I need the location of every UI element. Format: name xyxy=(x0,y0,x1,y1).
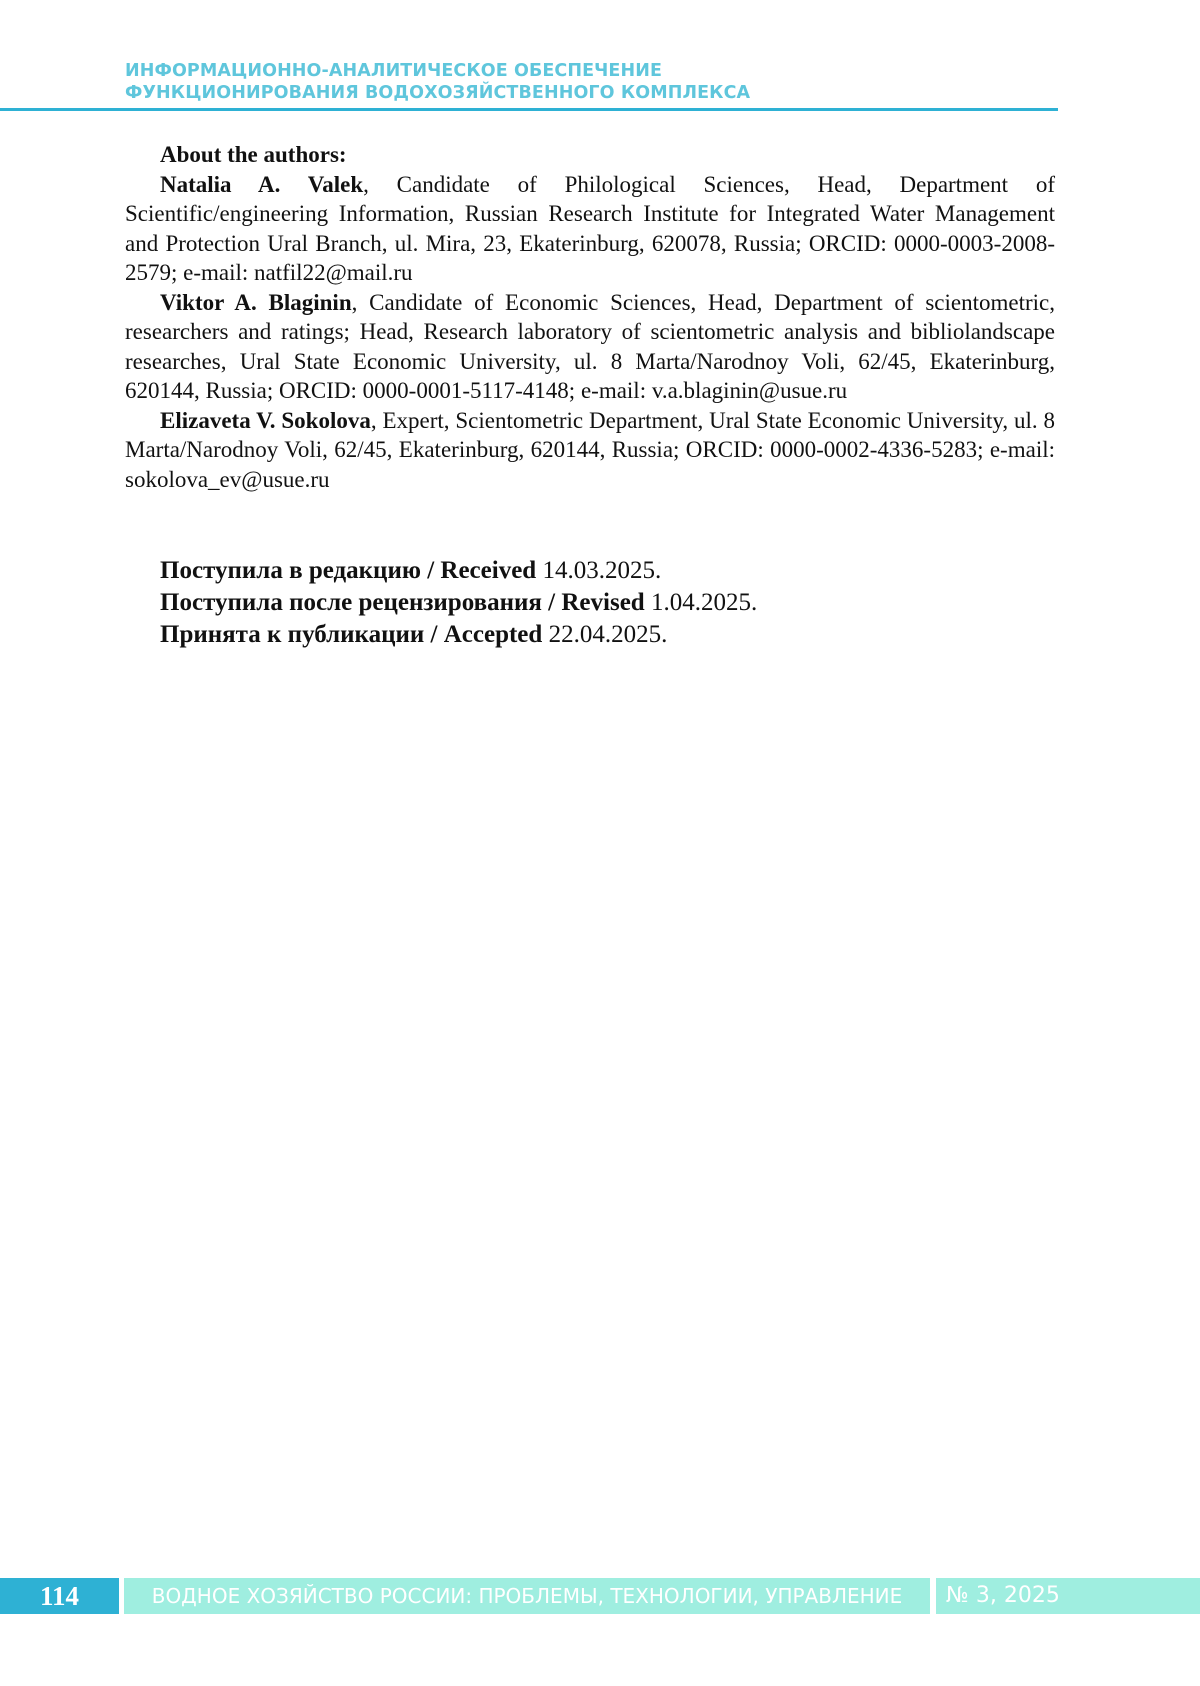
about-authors-section xyxy=(125,140,1055,494)
date-accepted xyxy=(160,619,757,651)
author-details: , Candidate of Philological Sciences, Head, Department of Scientific/engineering Information, Russian Research Institute for Integrated Water Management and Protection Ural Branch, ul. Mira, 23, Ekaterinburg, 620078, Russia; ORCID: 0000-0003-2008-2579; e-mail: natfil22@mail.ru xyxy=(125,171,1055,285)
running-head xyxy=(125,60,750,104)
article-dates xyxy=(160,555,757,651)
page-number: 114 xyxy=(0,1578,119,1614)
running-head-line-2: ФУНКЦИОНИРОВАНИЯ ВОДОХОЗЯЙСТВЕННОГО КОМПЛЕКСА xyxy=(125,83,751,103)
author-entry xyxy=(125,288,1055,406)
author-details: , Candidate of Economic Sciences, Head, Department of scientometric, researchers and ratings; Head, Research laboratory of scientometric analysis and bibliolandscape researches, Ural State Economic University, ul. 8 Marta/Narodnoy Voli, 62/45, Ekaterinburg, 620144, Russia; ORCID: 0000-0001-5117-4148; e-mail: v.a.blaginin@usue.ru xyxy=(125,289,1055,403)
header-rule xyxy=(0,108,1058,111)
date-value: 1.04.2025. xyxy=(644,589,758,616)
date-label: Принята к публикации / Accepted xyxy=(160,621,543,648)
author-name: Elizaveta V. Sokolova xyxy=(160,407,371,433)
date-value: 22.04.2025. xyxy=(542,621,668,648)
journal-title: ВОДНОЕ ХОЗЯЙСТВО РОССИИ: ПРОБЛЕМЫ, ТЕХНОЛОГИИ, УПРАВЛЕНИЕ xyxy=(124,1578,930,1614)
author-name: Natalia A. Valek xyxy=(160,171,364,197)
date-revised xyxy=(160,587,757,619)
author-name: Viktor A. Blaginin xyxy=(160,289,352,315)
author-entry xyxy=(125,170,1055,288)
issue-number: № 3, 2025 xyxy=(936,1578,1200,1614)
author-entry xyxy=(125,406,1055,495)
about-authors-heading: About the authors: xyxy=(160,142,347,167)
date-value: 14.03.2025. xyxy=(536,557,662,584)
page-footer xyxy=(0,1578,1200,1614)
date-received xyxy=(160,555,757,587)
running-head-line-1: ИНФОРМАЦИОННО-АНАЛИТИЧЕСКОЕ ОБЕСПЕЧЕНИЕ xyxy=(125,61,663,81)
author-details: , Expert, Scientometric Department, Ural State Economic University, ul. 8 Marta/Narodnoy Voli, 62/45, Ekaterinburg, 620144, Russia; ORCID: 0000-0002-4336-5283; e-mail: sokolova_ev@usue.ru xyxy=(125,407,1055,492)
date-label: Поступила после рецензирования / Revised xyxy=(160,589,645,616)
date-label: Поступила в редакцию / Received xyxy=(160,557,537,584)
